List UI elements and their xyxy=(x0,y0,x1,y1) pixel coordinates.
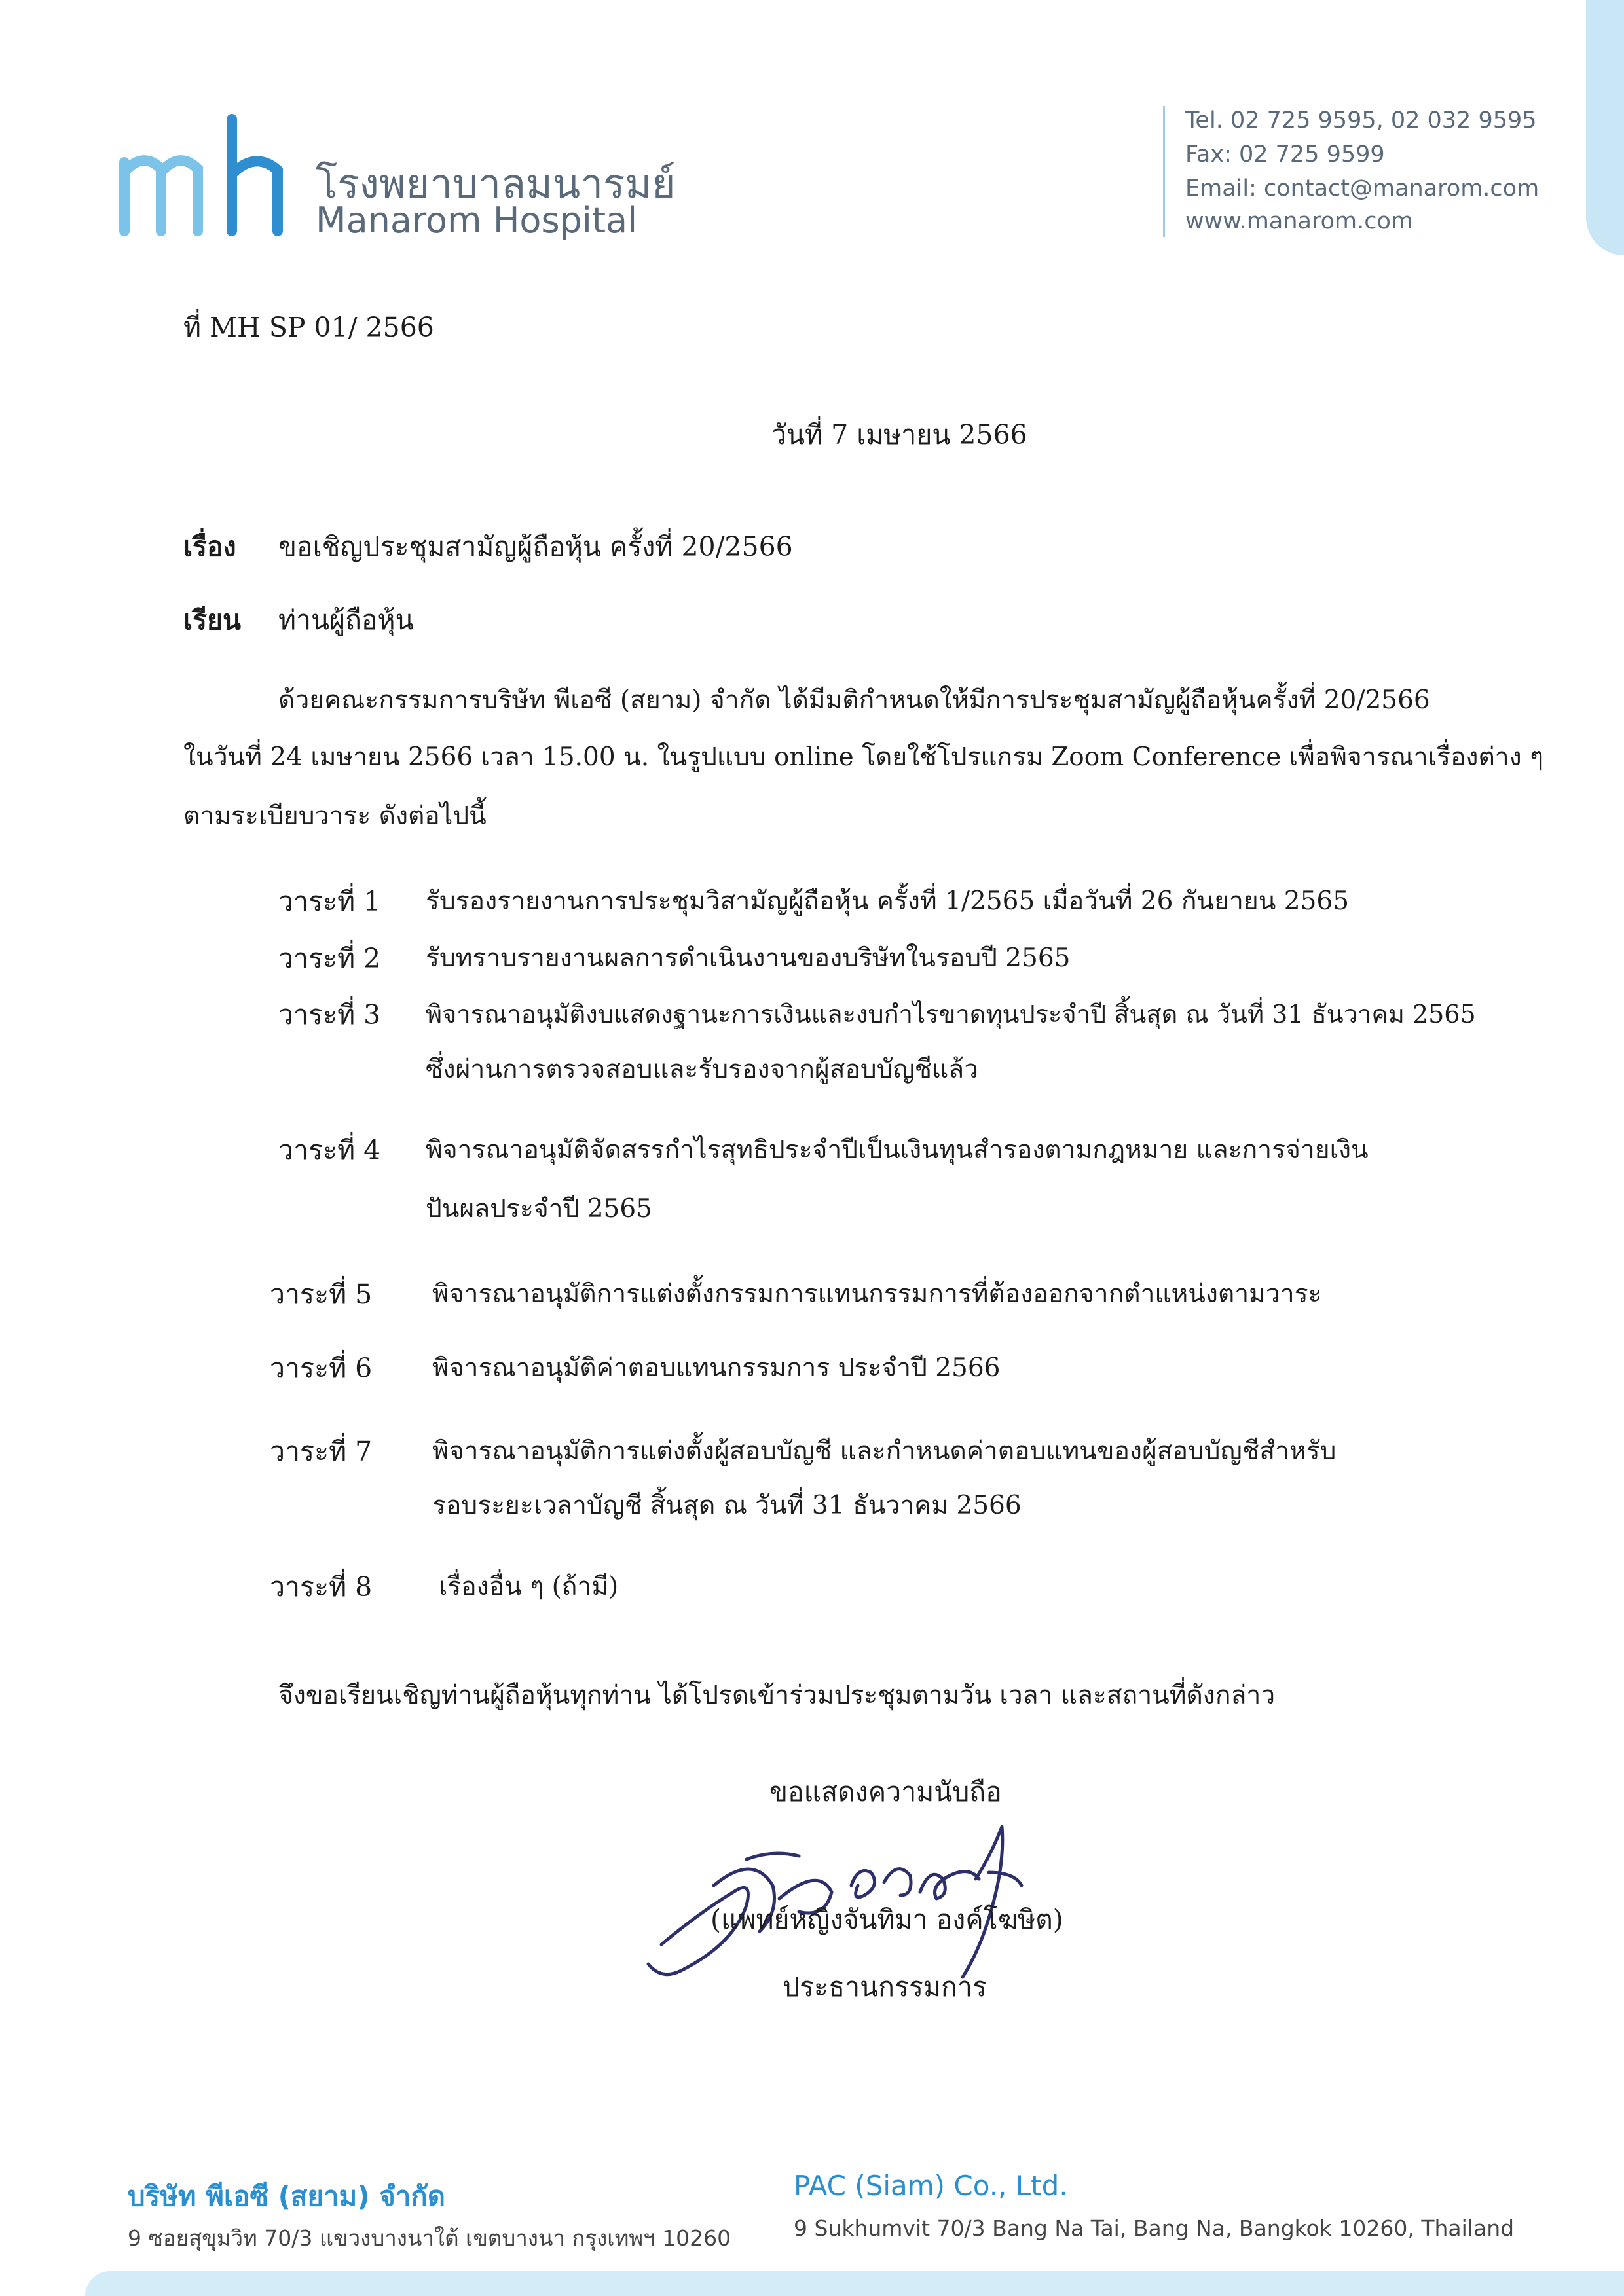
letter-date: วันที่ 7 เมษายน 2566 xyxy=(771,419,1027,450)
agenda-text-3b: ซึ่งผ่านการตรวจสอบและรับรองจากผู้สอบบัญชีแล้ว xyxy=(426,1055,979,1084)
page-edge-accent xyxy=(1586,0,1624,255)
agenda-text-1: รับรองรายงานการประชุมวิสามัญผู้ถือหุ้น ครั้งที่ 1/2565 เมื่อวันที่ 26 กันยายน 2565 xyxy=(426,886,1350,916)
contact-website: www.manarom.com xyxy=(1185,208,1413,234)
contact-email: Email: contact@manarom.com xyxy=(1185,175,1540,202)
agenda-text-8: เรื่องอื่น ๆ (ถ้ามี) xyxy=(439,1572,619,1601)
agenda-label-6: วาระที่ 6 xyxy=(270,1353,373,1384)
intro-line-1: ด้วยคณะกรรมการบริษัท พีเอซี (สยาม) จำกัด ได้มีมติกำหนดให้มีการประชุมสามัญผู้ถือหุ้นครั้งที่ 20/2566 xyxy=(278,685,1430,715)
agenda-text-4a: พิจารณาอนุมัติจัดสรรกำไรสุทธิประจำปีเป็นเงินทุนสำรองตามกฎหมาย และการจ่ายเงิน xyxy=(426,1135,1369,1165)
agenda-label-5: วาระที่ 5 xyxy=(270,1279,373,1310)
salutation-text: ท่านผู้ถือหุ้น xyxy=(278,604,414,636)
agenda-label-8: วาระที่ 8 xyxy=(270,1571,373,1603)
regards-line: ขอแสดงความนับถือ xyxy=(769,1776,1002,1808)
footer-company-th: บริษัท พีเอซี (สยาม) จำกัด xyxy=(128,2180,446,2212)
agenda-text-7b: รอบระยะเวลาบัญชี สิ้นสุด ณ วันที่ 31 ธันวาคม 2566 xyxy=(432,1491,1022,1520)
intro-line-2: ในวันที่ 24 เมษายน 2566 เวลา 15.00 น. ในรูปแบบ online โดยใช้โปรแกรม Zoom Conference เพื่อพิจารณาเรื่องต่าง ๆ xyxy=(183,742,1544,772)
signer-title: ประธานกรรมการ xyxy=(783,1971,987,2003)
intro-line-3: ตามระเบียบวาระ ดังต่อไปนี้ xyxy=(183,801,487,831)
contact-tel: Tel. 02 725 9595, 02 032 9595 xyxy=(1185,107,1537,134)
agenda-text-6: พิจารณาอนุมัติค่าตอบแทนกรรมการ ประจำปี 2566 xyxy=(432,1353,1001,1383)
footer-address-th: 9 ซอยสุขุมวิท 70/3 แขวงบางนาใต้ เขตบางนา กรุงเทพฯ 10260 xyxy=(128,2225,731,2251)
signer-name: (แพทย์หญิงจันทิมา องค์โฆษิต) xyxy=(710,1904,1063,1935)
agenda-text-4b: ปันผลประจำปี 2565 xyxy=(426,1194,652,1224)
agenda-text-7a: พิจารณาอนุมัติการแต่งตั้งผู้สอบบัญชี และกำหนดค่าตอบแทนของผู้สอบบัญชีสำหรับ xyxy=(432,1436,1337,1466)
agenda-text-2: รับทราบรายงานผลการดำเนินงานของบริษัทในรอบปี 2565 xyxy=(426,943,1071,973)
subject-label: เรื่อง xyxy=(183,531,236,562)
hospital-logo xyxy=(117,110,287,244)
agenda-text-3a: พิจารณาอนุมัติงบแสดงฐานะการเงินและงบกำไรขาดทุนประจำปี สิ้นสุด ณ วันที่ 31 ธันวาคม 2565 xyxy=(426,1000,1476,1029)
contact-fax: Fax: 02 725 9599 xyxy=(1185,141,1385,168)
agenda-label-1: วาระที่ 1 xyxy=(278,886,381,917)
subject-text: ขอเชิญประชุมสามัญผู้ถือหุ้น ครั้งที่ 20/2566 xyxy=(278,531,793,562)
footer-company-en: PAC (Siam) Co., Ltd. xyxy=(794,2170,1068,2202)
contact-divider xyxy=(1163,106,1165,237)
agenda-text-5: พิจารณาอนุมัติการแต่งตั้งกรรมการแทนกรรมการที่ต้องออกจากตำแหน่งตามวาระ xyxy=(432,1279,1322,1309)
salutation-label: เรียน xyxy=(183,604,242,636)
agenda-label-4: วาระที่ 4 xyxy=(278,1135,381,1166)
closing-paragraph: จึงขอเรียนเชิญท่านผู้ถือหุ้นทุกท่าน ได้โปรดเข้าร่วมประชุมตามวัน เวลา และสถานที่ดังกล่าว xyxy=(278,1681,1276,1710)
hospital-name-th: โรงพยาบาลมนารมย์ xyxy=(316,160,676,208)
agenda-label-7: วาระที่ 7 xyxy=(270,1436,373,1467)
reference-number: ที่ MH SP 01/ 2566 xyxy=(183,312,434,343)
hospital-name-en: Manarom Hospital xyxy=(316,200,638,241)
footer-band xyxy=(85,2271,1624,2296)
agenda-label-2: วาระที่ 2 xyxy=(278,943,381,974)
footer-address-en: 9 Sukhumvit 70/3 Bang Na Tai, Bang Na, Bangkok 10260, Thailand xyxy=(794,2215,1515,2241)
agenda-label-3: วาระที่ 3 xyxy=(278,999,381,1030)
